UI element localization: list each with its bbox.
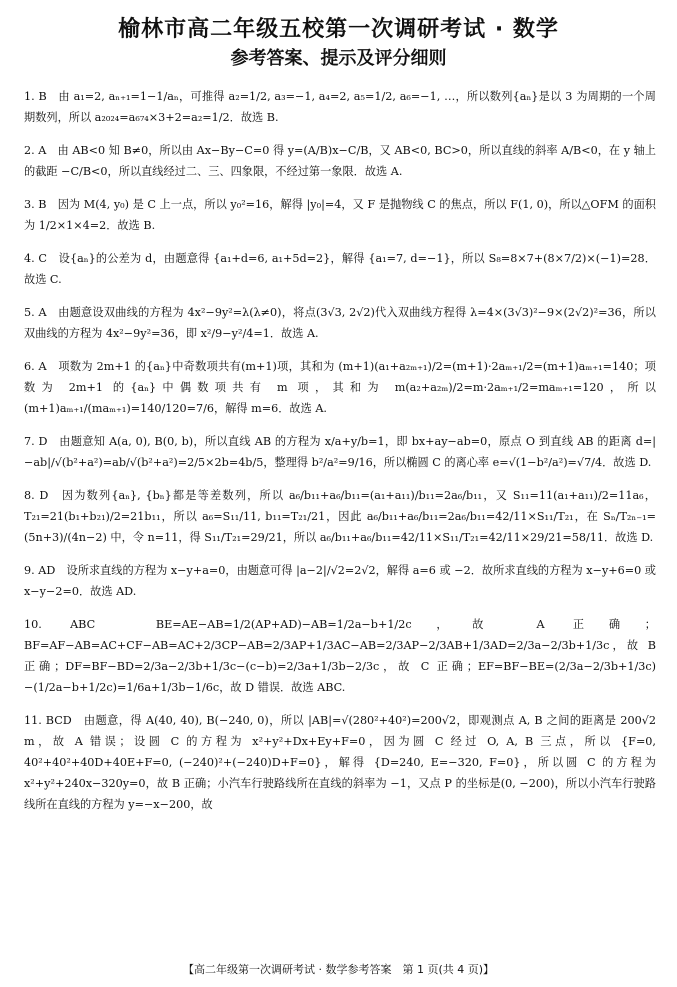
answer-item-7: 7. D 由题意知 A(a, 0), B(0, b)，所以直线 AB 的方程为 x/a+y/b=1，即 bx+ay−ab=0，原点 O 到直线 AB 的距离 d=|−ab|/√(b²+a²)=ab/√(b²+a²)=2/5×2b=4b/5，整理得 b²/a²=9/16，所以椭圆 C 的离心率 e=√(1−b²/a²)=√7/4．故选 D.	[24, 435, 656, 469]
page-footer: 【高二年级第一次调研考试 · 数学参考答案 第 1 页(共 4 页)】	[182, 963, 495, 976]
answer-item-1: 1. B 由 a₁=2, aₙ₊₁=1−1/aₙ，可推得 a₂=1/2, a₃=−1, a₄=2, a₅=1/2, a₆=−1, …，所以数列{aₙ}是以 3 为周期的一个周期数列，所以 a₂₀₂₄=a₆₇₄×3+2=a₂=1/2．故选 B.	[24, 90, 656, 124]
answer-item-8: 8. D 因为数列{aₙ}, {bₙ}都是等差数列，所以 a₆/b₁₁+a₆/b₁₁=(a₁+a₁₁)/b₁₁=2a₆/b₁₁，又 S₁₁=11(a₁+a₁₁)/2=11a₆，T₂₁=21(b₁+b₂₁)/2=21b₁₁，所以 a₆=S₁₁/11, b₁₁=T₂₁/21，因此 a₆/b₁₁+a₆/b₁₁=2a₆/b₁₁=42/11×S₁₁/T₂₁，在 Sₙ/T₂ₙ₋₁=(5n+3)/(4n−2) 中，令 n=11，得 S₁₁/T₂₁=29/21，所以 a₆/b₁₁+a₆/b₁₁=42/11×S₁₁/T₂₁=42/11×29/21=58/11．故选 D.	[24, 489, 656, 544]
answer-item-6: 6. A 项数为 2m+1 的{aₙ}中奇数项共有(m+1)项，其和为 (m+1)(a₁+a₂ₘ₊₁)/2=(m+1)·2aₘ₊₁/2=(m+1)aₘ₊₁=140；项数为 2m+1 的{aₙ}中偶数项共有 m 项，其和为 m(a₂+a₂ₘ)/2=m·2aₘ₊₁/2=maₘ₊₁=120，所以 (m+1)aₘ₊₁/(maₘ₊₁)=140/120=7/6，解得 m=6．故选 A.	[24, 360, 656, 415]
answer-item-10: 10. ABC BE=AE−AB=1/2(AP+AD)−AB=1/2a−b+1/2c，故 A 正确；BF=AF−AB=AC+CF−AB=AC+2/3CP−AB=2/3AP+1/3AC−AB=2/3AP−2/3AB+1/3AD=2/3a−2/3b+1/3c，故 B 正确；DF=BF−BD=2/3a−2/3b+1/3c−(c−b)=2/3a+1/3b−2/3c，故 C 正确；EF=BF−BE=(2/3a−2/3b+1/3c)−(1/2a−b+1/2c)=1/6a+1/3b−1/6c，故 D 错误．故选 ABC.	[24, 618, 656, 694]
answer-item-2: 2. A 由 AB<0 知 B≠0，所以由 Ax−By−C=0 得 y=(A/B)x−C/B，又 AB<0, BC>0，所以直线的斜率 A/B<0，在 y 轴上的截距 −C/B<0，所以直线经过二、三、四象限，不经过第一象限．故选 A.	[24, 144, 656, 178]
page-title: 榆林市高二年级五校第一次调研考试 · 数学	[118, 17, 559, 42]
answer-item-3: 3. B 因为 M(4, y₀) 是 C 上一点，所以 y₀²=16，解得 |y₀|=4，又 F 是抛物线 C 的焦点，所以 F(1, 0)，所以△OFM 的面积为 1/2×1×4=2．故选 B.	[24, 198, 656, 232]
answer-list	[24, 86, 656, 827]
page-subtitle: 参考答案、提示及评分细则	[230, 48, 447, 69]
answer-item-11: 11. BCD 由题意，得 A(40, 40), B(−240, 0)，所以 |AB|=√(280²+40²)=200√2，即观测点 A, B 之间的距离是 200√2 m，故 A 错误；设圆 C 的方程为 x²+y²+Dx+Ey+F=0，因为圆 C 经过 O, A, B 三点，所以 {F=0, 40²+40²+40D+40E+F=0, (−240)²+(−240)D+F=0}，解得 {D=240, E=−320, F=0}，所以圆 C 的方程为 x²+y²+240x−320y=0，故 B 正确；小汽车行驶路线所在直线的斜率为 −1，又点 P 的坐标是(0, −200)，所以小汽车行驶路线所在直线的方程为 y=−x−200，故	[24, 714, 656, 811]
answer-item-9: 9. AD 设所求直线的方程为 x−y+a=0，由题意可得 |a−2|/√2=2√2，解得 a=6 或 −2．故所求直线的方程为 x−y+6=0 或 x−y−2=0．故选 AD.	[24, 564, 656, 598]
answer-item-4: 4. C 设{aₙ}的公差为 d，由题意得 {a₁+d=6, a₁+5d=2}，解得 {a₁=7, d=−1}，所以 S₈=8×7+(8×7/2)×(−1)=28．故选 C.	[24, 252, 656, 286]
answer-item-5: 5. A 由题意设双曲线的方程为 4x²−9y²=λ(λ≠0)，将点(3√3, 2√2)代入双曲线方程得 λ=4×(3√3)²−9×(2√2)²=36，所以双曲线的方程为 4x²−9y²=36，即 x²/9−y²/4=1．故选 A.	[24, 306, 656, 340]
